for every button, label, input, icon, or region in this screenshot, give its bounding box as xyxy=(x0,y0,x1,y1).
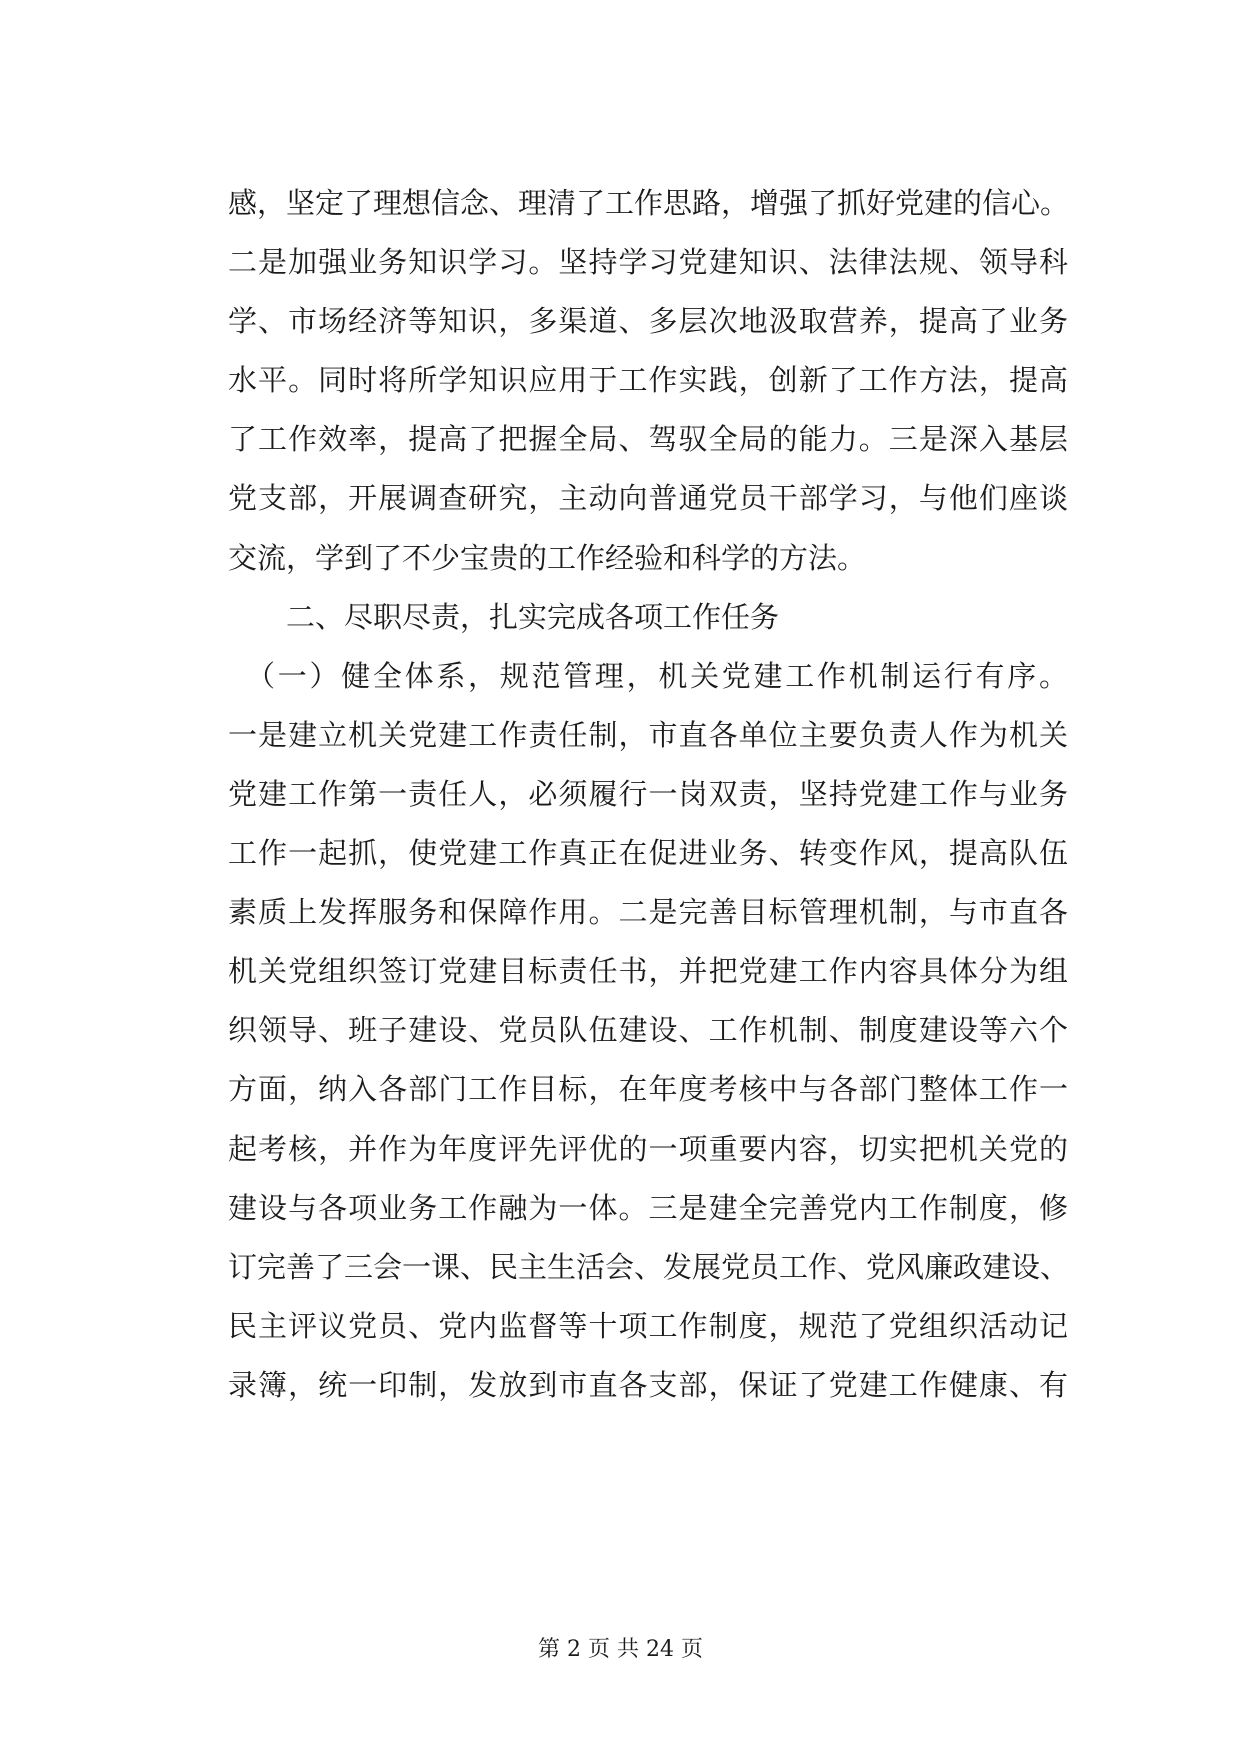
text-line: 起考核，并作为年度评先评优的一项重要内容，切实把机关党的 xyxy=(228,1131,1068,1166)
text-line: 交流，学到了不少宝贵的工作经验和科学的方法。 xyxy=(228,540,867,575)
text-line: 机关党组织签订党建目标责任书，并把党建工作内容具体分为组 xyxy=(228,954,1068,989)
text-line: 工作一起抓，使党建工作真正在促进业务、转变作风，提高队伍 xyxy=(228,836,1068,871)
text-line: 党建工作第一责任人，必须履行一岗双责，坚持党建工作与业务 xyxy=(228,776,1068,811)
text-line: 素质上发挥服务和保障作用。二是完善目标管理机制，与市直各 xyxy=(228,895,1068,930)
text-line: 订完善了三会一课、民主生活会、发展党员工作、党风廉政建设、 xyxy=(228,1249,1070,1284)
page-number: 第 2 页 共 24 页 xyxy=(538,1637,703,1662)
text-line: 民主评议党员、党内监督等十项工作制度，规范了党组织活动记 xyxy=(228,1308,1068,1343)
text-line: 方面，纳入各部门工作目标，在年度考核中与各部门整体工作一 xyxy=(228,1072,1068,1107)
text-line: 织领导、班子建设、党员队伍建设、工作机制、制度建设等六个 xyxy=(228,1013,1068,1048)
text-line: 了工作效率，提高了把握全局、驾驭全局的能力。三是深入基层 xyxy=(228,422,1068,457)
text-line: 感，坚定了理想信念、理清了工作思路，增强了抓好党建的信心。 xyxy=(228,186,1070,220)
text-line: 学、市场经济等知识，多渠道、多层次地汲取营养，提高了业务 xyxy=(228,304,1068,339)
text-line: 党支部，开展调查研究，主动向普通党员干部学习，与他们座谈 xyxy=(228,481,1068,516)
section-heading: 二、尽职尽责，扎实完成各项工作任务 xyxy=(286,599,780,634)
text-line: 二是加强业务知识学习。坚持学习党建知识、法律法规、领导科 xyxy=(228,245,1068,280)
text-line: 录簿，统一印制，发放到市直各支部，保证了党建工作健康、有 xyxy=(228,1367,1068,1402)
body-text xyxy=(228,174,1068,1415)
text-line: 水平。同时将所学知识应用于工作实践，创新了工作方法，提高 xyxy=(228,363,1068,398)
subsection-heading: （一）健全体系，规范管理，机关党建工作机制运行有序。 xyxy=(246,658,1068,693)
text-line: 一是建立机关党建工作责任制，市直各单位主要负责人作为机关 xyxy=(228,717,1068,752)
text-line: 建设与各项业务工作融为一体。三是建全完善党内工作制度，修 xyxy=(228,1190,1068,1225)
